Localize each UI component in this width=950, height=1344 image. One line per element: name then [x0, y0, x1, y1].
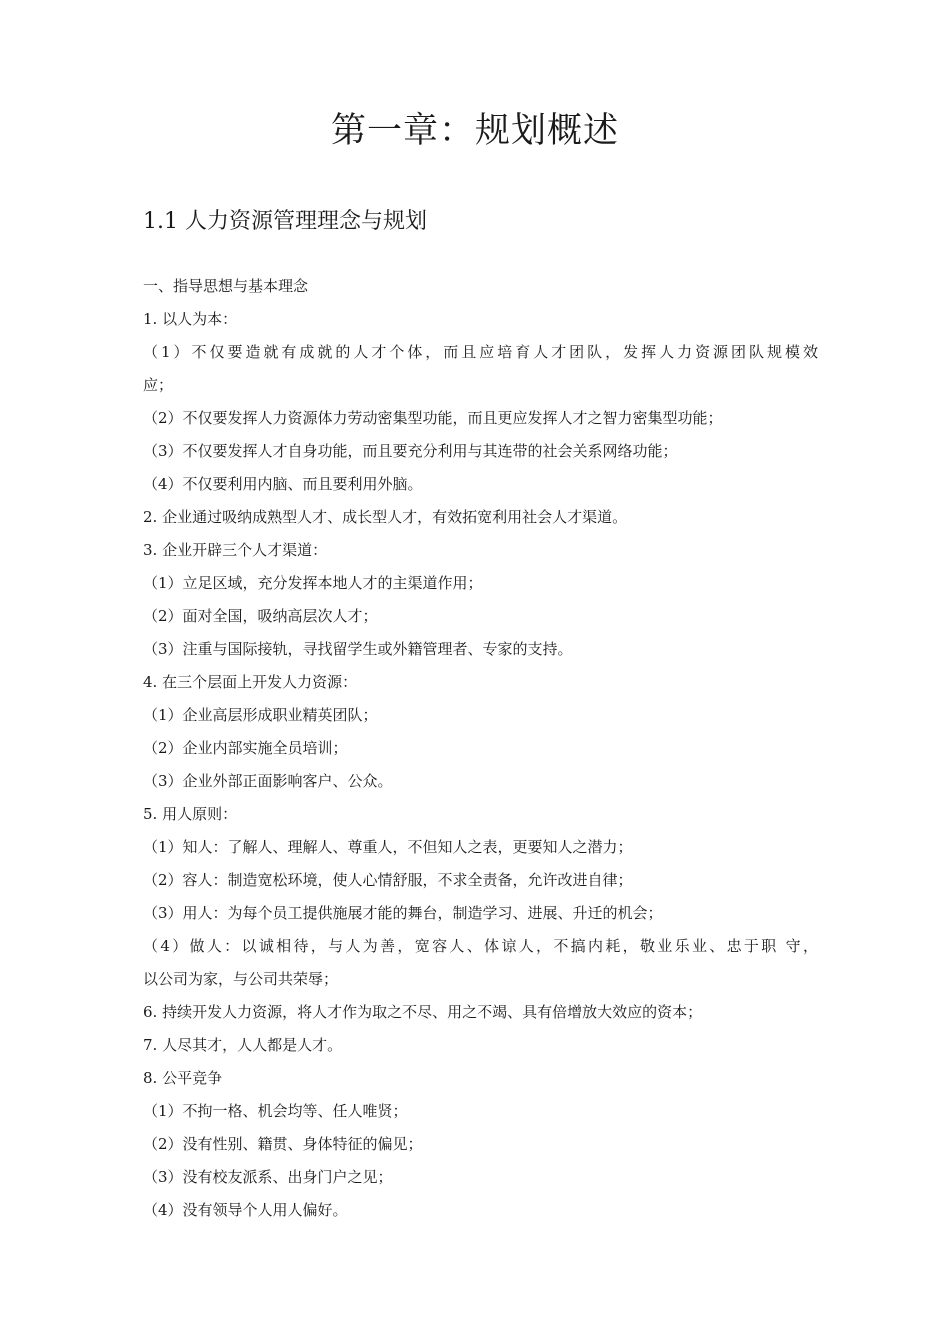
subitem-4-1: （1）企业高层形成职业精英团队；	[143, 706, 378, 724]
subitem-1-1-continued: 应；	[143, 376, 174, 394]
subitem-5-3: （3）用人：为每个员工提供施展才能的舞台，制造学习、进展、升迁的机会；	[143, 904, 663, 922]
item-8-fair-competition: 8. 公平竞争	[143, 1069, 223, 1087]
subitem-3-3: （3）注重与国际接轨，寻找留学生或外籍管理者、专家的支持。	[143, 640, 573, 658]
subitem-8-4: （4）没有领导个人用人偏好。	[143, 1201, 348, 1219]
item-7-everyone-talent: 7. 人尽其才，人人都是人才。	[143, 1036, 343, 1054]
subitem-4-3: （3）企业外部正面影响客户、公众。	[143, 772, 393, 790]
item-6-continuous-development: 6. 持续开发人力资源，将人才作为取之不尽、用之不竭、具有倍增放大效应的资本；	[143, 1003, 703, 1021]
subitem-8-1: （1）不拘一格、机会均等、任人唯贤；	[143, 1102, 408, 1120]
item-4-three-levels: 4. 在三个层面上开发人力资源：	[143, 673, 358, 691]
subitem-5-4: （4）做人：以诚相待，与人为善，宽容人、体谅人，不搞内耗，敬业乐业、忠于职 守，	[143, 937, 818, 955]
subitem-3-1: （1）立足区域，充分发挥本地人才的主渠道作用；	[143, 574, 483, 592]
subitem-8-3: （3）没有校友派系、出身门户之见；	[143, 1168, 393, 1186]
subitem-1-4: （4）不仅要利用内脑、而且要利用外脑。	[143, 475, 423, 493]
subitem-5-4-continued: 以公司为家，与公司共荣辱；	[143, 970, 339, 988]
section-title: 1.1 人力资源管理理念与规划	[143, 209, 427, 234]
subitem-1-1: （1）不仅要造就有成就的人才个体，而且应培育人才团队，发挥人力资源团队规模效	[143, 343, 818, 361]
subitem-5-2: （2）容人：制造宽松环境，使人心情舒服，不求全责备，允许改进自律；	[143, 871, 633, 889]
item-1-people-oriented: 1. 以人为本：	[143, 310, 238, 328]
item-3-three-channels: 3. 企业开辟三个人才渠道：	[143, 541, 328, 559]
item-5-employment-principles: 5. 用人原则：	[143, 805, 238, 823]
heading-guiding-ideas: 一、指导思想与基本理念	[143, 277, 309, 295]
subitem-3-2: （2）面对全国，吸纳高层次人才；	[143, 607, 378, 625]
subitem-1-3: （3）不仅要发挥人才自身功能，而且要充分利用与其连带的社会关系网络功能；	[143, 442, 678, 460]
subitem-1-2: （2）不仅要发挥人力资源体力劳动密集型功能，而且更应发挥人才之智力密集型功能；	[143, 409, 723, 427]
body-text	[143, 270, 818, 1227]
subitem-5-1: （1）知人：了解人、理解人、尊重人，不但知人之表，更要知人之潜力；	[143, 838, 633, 856]
subitem-4-2: （2）企业内部实施全员培训；	[143, 739, 348, 757]
item-2-talent-channels: 2. 企业通过吸纳成熟型人才、成长型人才，有效拓宽利用社会人才渠道。	[143, 508, 628, 526]
subitem-8-2: （2）没有性别、籍贯、身体特征的偏见；	[143, 1135, 423, 1153]
chapter-title: 第一章：规划概述	[330, 111, 619, 151]
